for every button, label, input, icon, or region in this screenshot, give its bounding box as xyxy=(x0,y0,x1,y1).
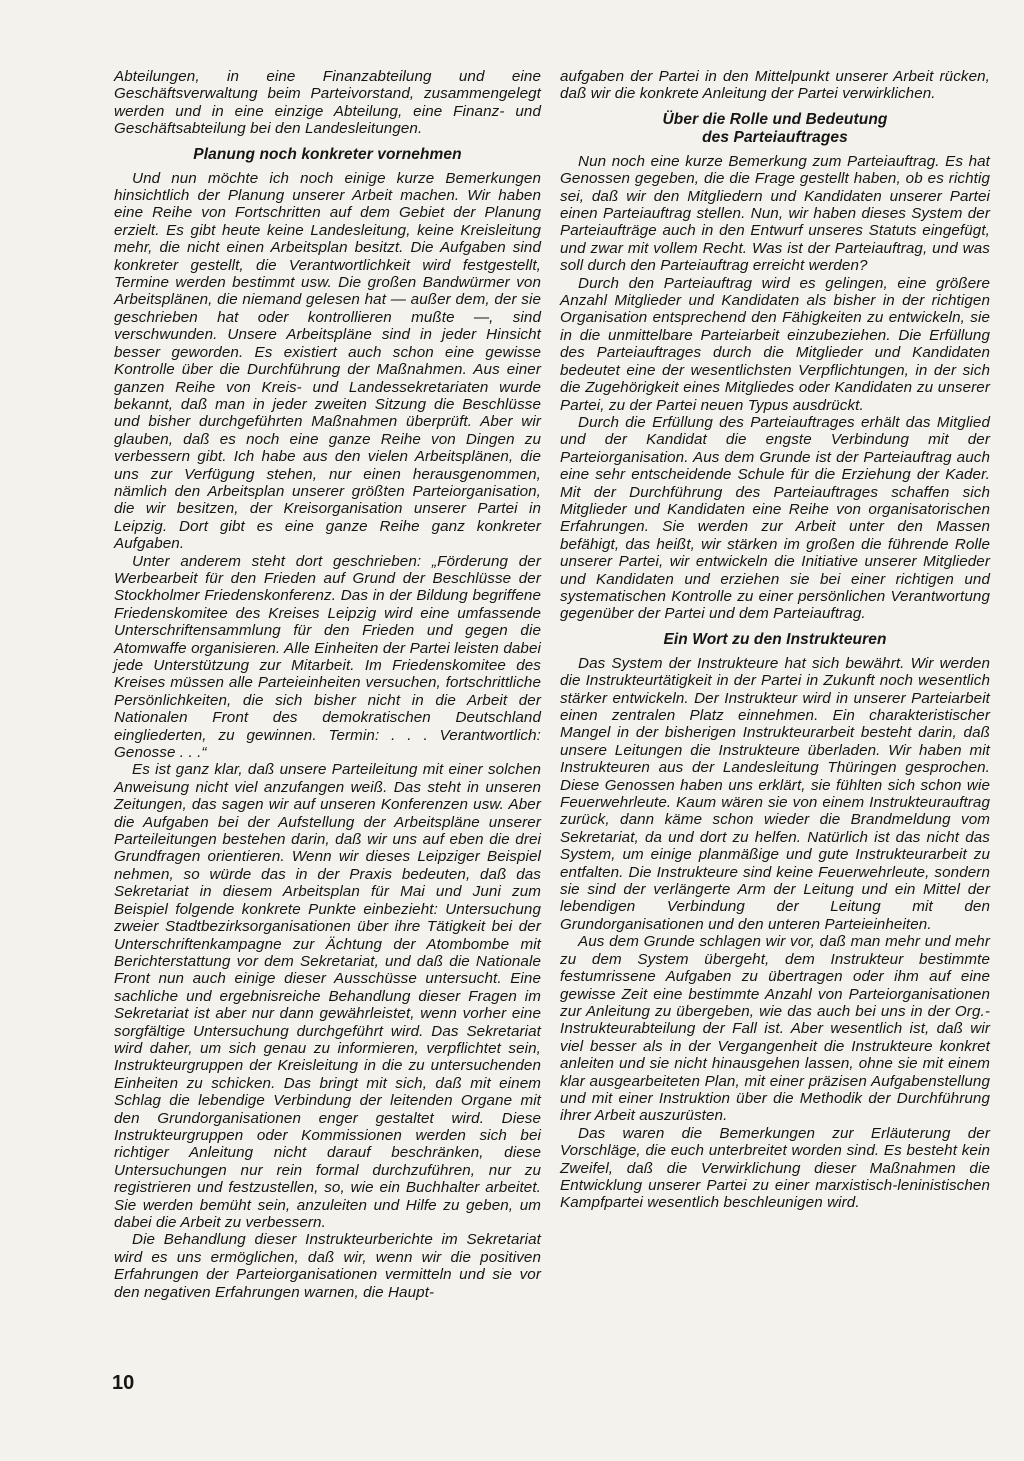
paragraph: Und nun möchte ich noch einige kurze Bemerkungen hinsichtlich der Planung unserer Arbeit machen. Wir haben eine Reihe von Fortschritten auf dem Gebiet der Planung erzielt. Es gibt heute keine Landesleitung, keine Kreisleitung mehr, die nicht einen Arbeitsplan besitzt. Die Aufgaben sind konkreter gestellt, die Verantwortlichkeit wird festgestellt, Termine werden bestimmt usw. Die großen Bandwürmer von Arbeitsplänen, die niemand gelesen hat — außer dem, der sie geschrieben hat oder kontrollieren mußte —, sind verschwunden. Unsere Arbeitspläne sind in jeder Hinsicht besser geworden. Es existiert auch schon eine gewisse Kontrolle über die Durchführung der Maßnahmen. Aus einer ganzen Reihe von Kreis- und Landessekretariaten wurde bekannt, daß man in jeder zweiten Sitzung die Beschlüsse und bisher durchgeführten Maßnahmen überprüft. Aber wir glauben, daß es noch eine ganze Reihe von Dingen zu verbessern gibt. Ich habe aus den vielen Arbeitsplänen, die uns zur Verfügung stehen, nur einen herausgenommen, nämlich den Arbeitsplan unserer größten Parteiorganisation, die wir besitzen, der Kreisorganisation unserer Partei in Leipzig. Dort gibt es eine ganze Reihe ganz konkreter Aufgaben. xyxy=(114,169,541,553)
heading-line: Über die Rolle und Bedeutung xyxy=(662,110,888,128)
paragraph: Unter anderem steht dort geschrieben: „Förderung der Werbearbeit für den Frieden auf Grund der Beschlüsse der Stockholmer Friedenskonferenz. Das in der Bildung begriffene Friedenskomitee des Kreises Leipzig wird eine umfassende Unterschriftensammlung für den Frieden und gegen die Atomwaffe organisieren. Alle Einheiten der Partei leisten dabei jede Unterstützung zur Mitarbeit. Im Friedenskomitee des Kreises müssen alle Parteieinheiten versuchen, fortschrittliche Persönlichkeiten, die sich bisher nicht in die Arbeit der Nationalen Front des demokratischen Deutschland eingliederten, zu gewinnen. Termin: . . . Verantwortlich: Genosse . . .“ xyxy=(114,552,541,762)
section-heading: Ein Wort zu den Instrukteuren xyxy=(663,630,887,648)
left-column xyxy=(114,68,541,1301)
heading-line: des Parteiauftrages xyxy=(702,128,848,146)
paragraph: Das System der Instrukteure hat sich bewährt. Wir werden die Instrukteurtätigkeit in der Partei in Zukunft noch wesentlich stärker entwickeln. Der Instrukteur wird in unserer Parteiarbeit einen zentralen Platz einnehmen. Ein charakteristischer Mangel in der bisherigen Instrukteurarbeit besteht darin, daß unsere Leitungen die Instrukteure überladen. Wir haben mit Instrukteuren aus der Landesleitung Thüringen gesprochen. Diese Genossen haben uns erklärt, sie fühlten sich schon wie Feuerwehrleute. Kaum wären sie von einem Instrukteurauftrag zurück, dann käme schon wieder die Brandmeldung vom Sekretariat, da und dort zu helfen. Natürlich ist das nicht das System, um einige planmäßige und gute Instrukteurarbeit zu entfalten. Die Instrukteure sind keine Feuerwehrleute, sondern sie sind der verlängerte Arm der Leitung und ein Mittel der lebendigen Verbindung der Leitung mit den Grundorganisationen und den unteren Parteieinheiten. xyxy=(560,654,990,933)
paragraph: Die Behandlung dieser Instrukteurberichte im Sekretariat wird es uns ermöglichen, daß wir, wenn wir die positiven Erfahrungen der Parteiorganisationen vermitteln und sie vor den negativen Erfahrungen warnen, die Haupt- xyxy=(114,1231,541,1301)
paragraph: Abteilungen, in eine Finanzabteilung und eine Geschäftsverwaltung beim Parteivorstand, zusammengelegt werden und in eine einzige Abteilung, eine Finanz- und Geschäftsabteilung bei den Landesleitungen. xyxy=(114,68,541,138)
paragraph: Das waren die Bemerkungen zur Erläuterung der Vorschläge, die euch unterbreitet worden sind. Es besteht kein Zweifel, daß die Verwirklichung dieser Maßnahmen die Entwicklung unserer Partei zu einer marxistisch-leninistischen Kampfpartei wesentlich beschleunigen wird. xyxy=(560,1124,990,1212)
paragraph: Durch den Parteiauftrag wird es gelingen, eine größere Anzahl Mitglieder und Kandidaten als bisher in der richtigen Organisation entsprechend den Fähigkeiten zu entwickeln, sie in die unmittelbare Parteiarbeit einzubeziehen. Die Erfüllung des Parteiauftrages durch die Mitglieder und Kandidaten bedeutet eine der wesentlichsten Verpflichtungen, in der sich die Zugehörigkeit eines Mitgliedes oder Kandidaten zu unserer Partei, zu der Partei neuen Typus ausdrückt. xyxy=(560,274,990,414)
paragraph: Nun noch eine kurze Bemerkung zum Parteiauftrag. Es hat Genossen gegeben, die die Frage gestellt haben, ob es richtig sei, daß wir den Mitgliedern und Kandidaten unserer Partei einen Parteiauftrag stellen. Nun, wir haben dieses System der Parteiaufträge auch in den Entwurf unseres Statuts eingefügt, und zwar mit vollem Recht. Was ist der Parteiauftrag, und was soll durch den Parteiauftrag erreicht werden? xyxy=(560,152,990,275)
right-column xyxy=(560,68,990,1212)
section-heading xyxy=(560,111,990,147)
paragraph: Aus dem Grunde schlagen wir vor, daß man mehr und mehr zu dem System übergeht, dem Instrukteur bestimmte festumrissene Aufgaben zu übertragen oder ihm auf eine gewisse Zeit eine bestimmte Anzahl von Parteiorganisationen zur Anleitung zu übergeben, wie das auch bei uns in der Org.-Instrukteurabteilung der Fall ist. Aber wesentlich ist, daß wir viel besser als in der Vergangenheit die Instrukteure konkret anleiten und sie nicht hinausgehen lassen, ohne sie mit einem klar ausgearbeiteten Plan, mit einer präzisen Aufgabenstellung und mit einer Instruktion über die Methodik der Durchführung ihrer Arbeit auszurüsten. xyxy=(560,933,990,1125)
paragraph: Durch die Erfüllung des Parteiauftrages erhält das Mitglied und der Kandidat die engste Verbindung mit der Parteiorganisation. Aus dem Grunde ist der Parteiauftrag auch eine sehr entscheidende Schule für die Erziehung der Kader. Mit der Durchführung des Parteiauftrages schaffen sich Mitglieder und Kandidaten eine Reihe von organisatorischen Erfahrungen. Sie werden zur Arbeit unter den Massen befähigt, das heißt, wir stärken im großen die führende Rolle unserer Partei, wir entwickeln die Initiative unserer Mitglieder und Kandidaten und erziehen sie bei einer richtigen und systematischen Kontrolle zu einer persönlichen Verantwortung gegenüber der Partei und dem Parteiauftrag. xyxy=(560,413,990,623)
section-heading: Planung noch konkreter vornehmen xyxy=(193,145,462,163)
paragraph: Es ist ganz klar, daß unsere Parteileitung mit einer solchen Anweisung nicht viel anzufangen weiß. Das steht in unseren Zeitungen, das sagen wir auf unseren Konferenzen usw. Aber die Aufgaben bei der Aufstellung der Arbeitspläne unserer Parteileitungen bestehen darin, daß wir uns auf eben die drei Grundfragen orientieren. Wenn wir dieses Leipziger Beispiel nehmen, so würde das in der Praxis bedeuten, daß das Sekretariat in diesem Arbeitsplan für Mai und Juni zum Beispiel folgende konkrete Punkte einbezieht: Untersuchung zweier Stadtbezirksorganisationen über ihre Tätigkeit bei der Unterschriftenkampagne zur Ächtung der Atombombe mit Berichterstattung vor dem Sekretariat, und daß die Nationale Front nun auch einige dieser Ausschüsse untersucht. Eine sachliche und ergebnisreiche Behandlung dieser Fragen im Sekretariat ist aber nur dann gewährleistet, wenn vorher eine sorgfältige Untersuchung durchgeführt wird. Das Sekretariat wird daher, um sich genau zu informieren, verpflichtet sein, Instrukteurgruppen der Kreisleitung in die zu untersuchenden Einheiten zu schicken. Das bringt mit sich, daß mit einem Schlag die lebendige Verbindung der leitenden Organe mit den Grundorganisationen enger gestaltet wird. Diese Instrukteurgruppen oder Kommissionen werden sich bei richtiger Anleitung nicht darauf beschränken, diese Untersuchungen nur rein formal durchzuführen, nur zu registrieren und festzustellen, so, wie ein Buchhalter arbeitet. Sie werden bemüht sein, anzuleiten und Hilfe zu geben, um dabei die Arbeit zu verbessern. xyxy=(114,761,541,1231)
page-number: 10 xyxy=(112,1372,135,1394)
paragraph: aufgaben der Partei in den Mittelpunkt unserer Arbeit rücken, daß wir die konkrete Anleitung der Partei verwirklichen. xyxy=(560,68,990,103)
